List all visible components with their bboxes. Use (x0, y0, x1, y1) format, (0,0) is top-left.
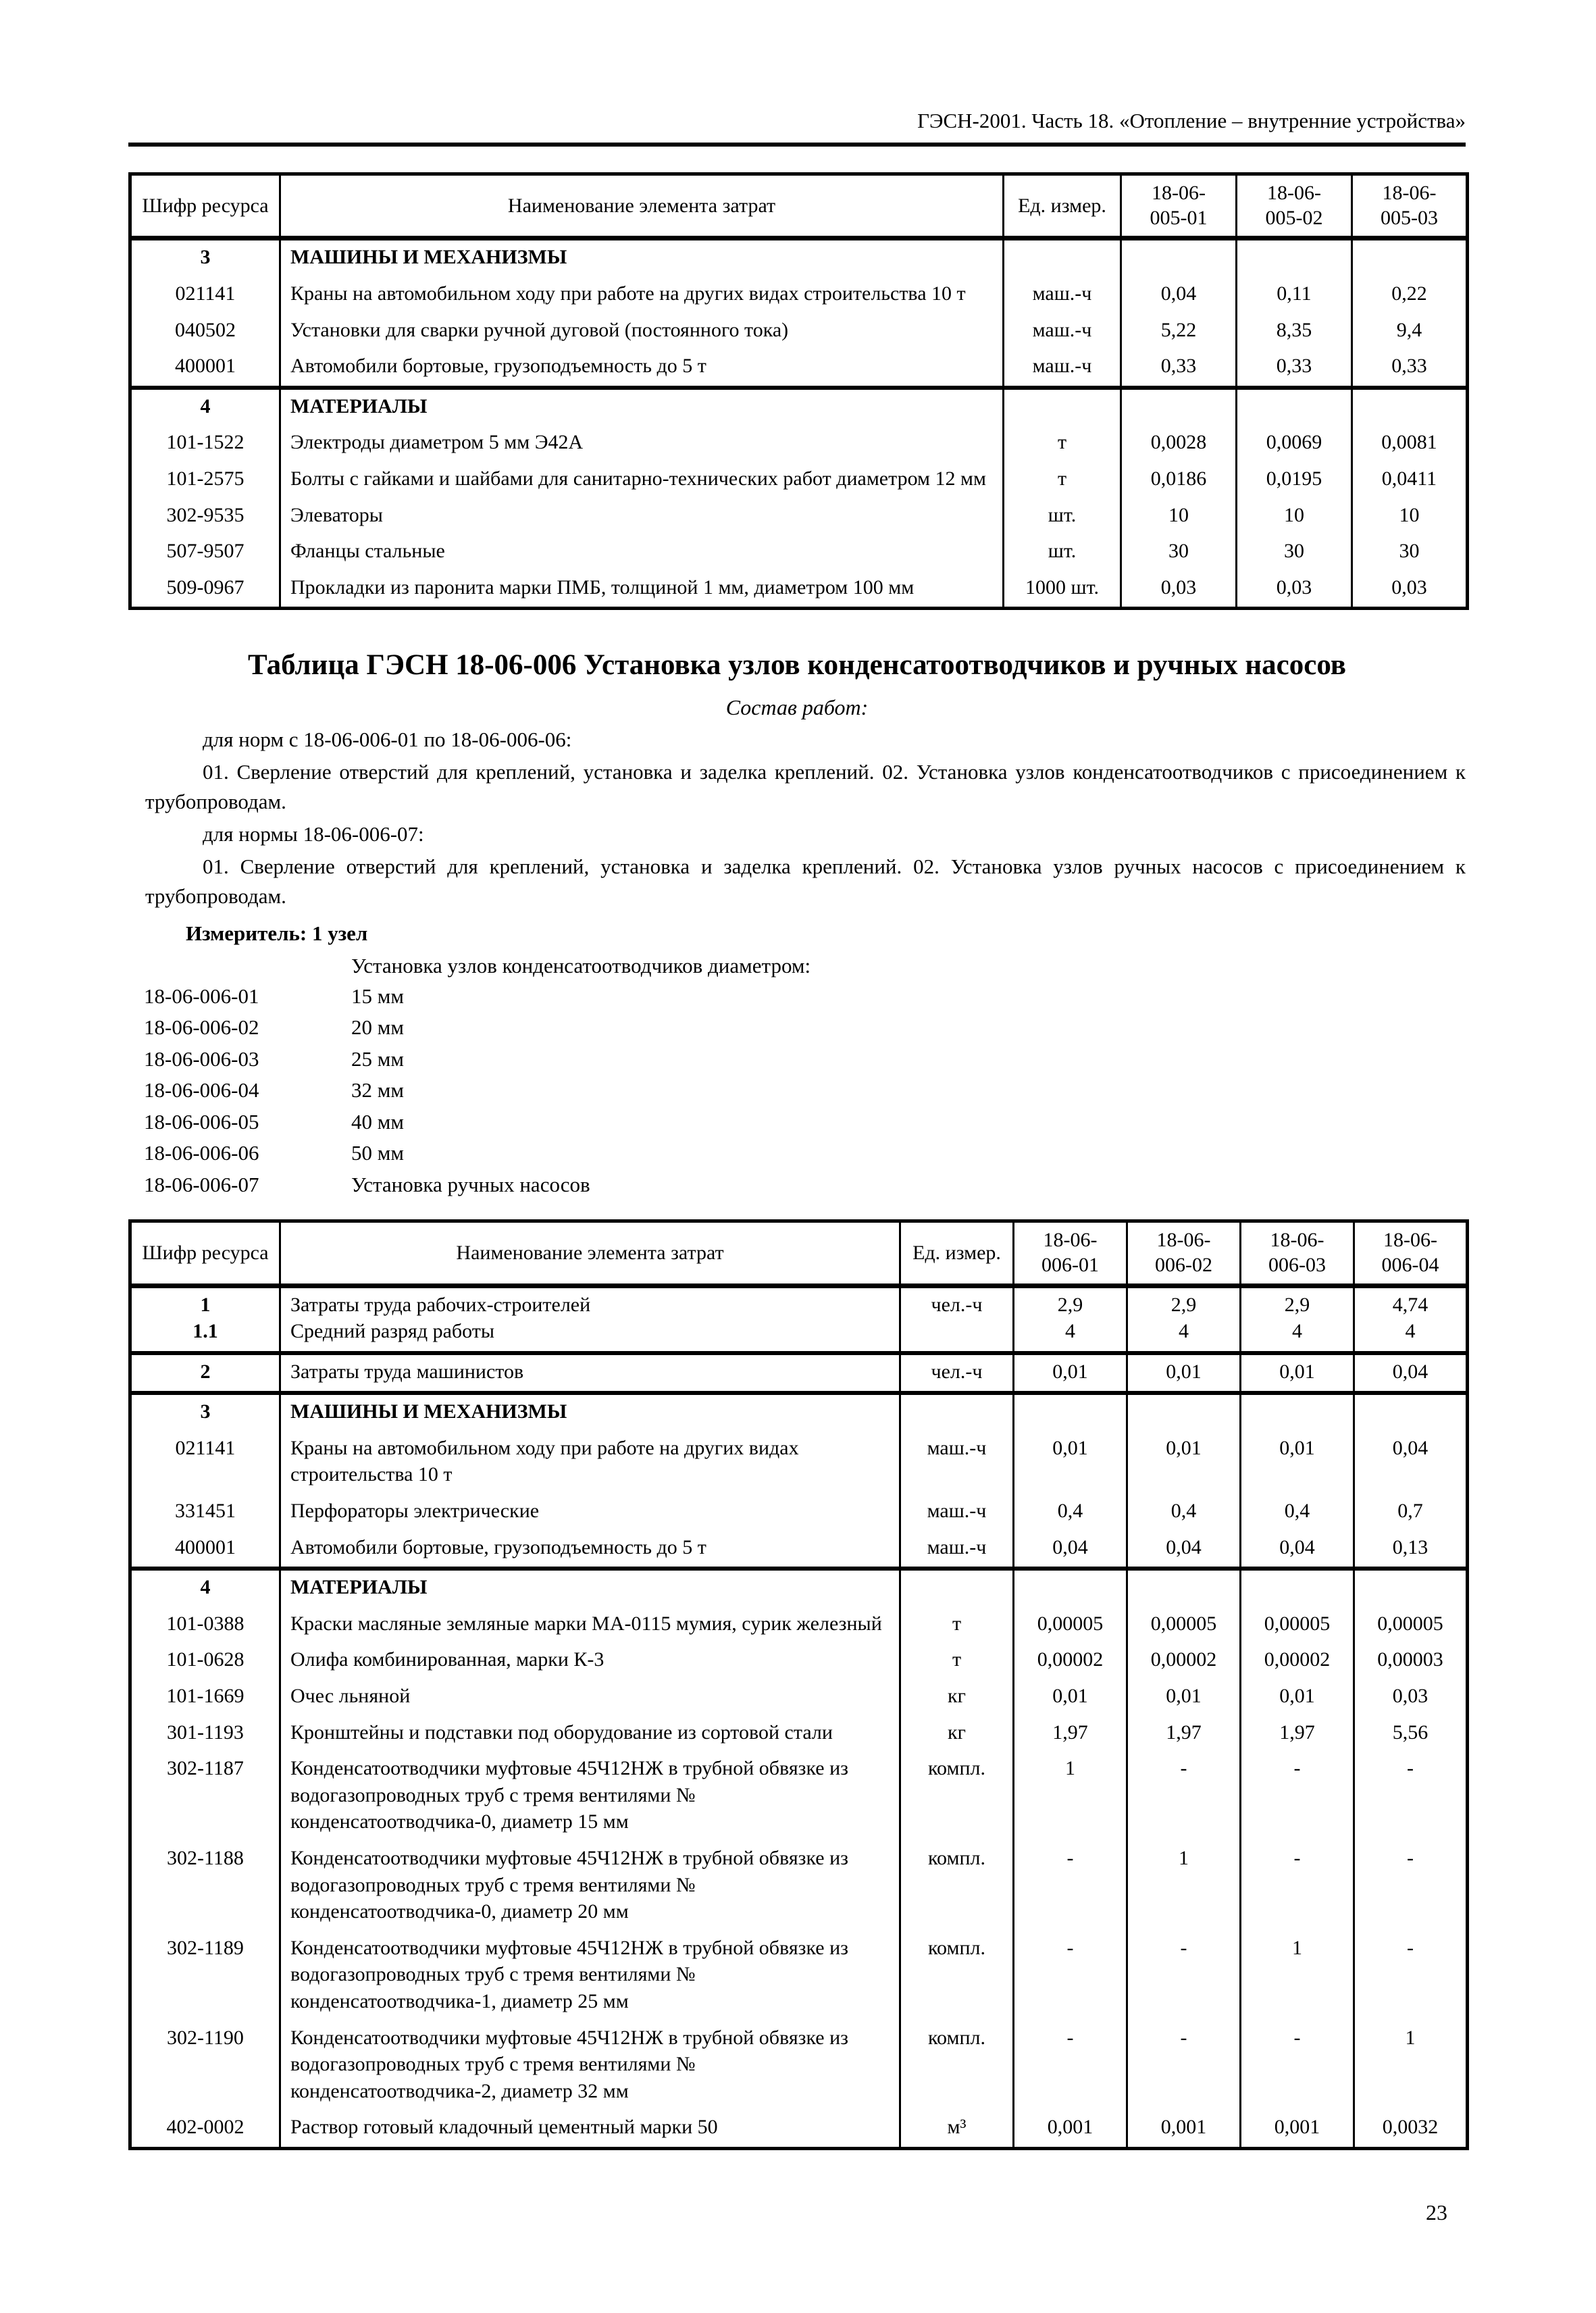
cell-value: - (1127, 2021, 1241, 2111)
col-header-norm (1241, 1221, 1354, 1286)
norm-desc: 50 мм (351, 1141, 404, 1165)
cell-value: 10 (1121, 499, 1237, 535)
cell-unit (900, 1569, 1014, 1607)
cell-value: 1 (1354, 2021, 1468, 2111)
norm-table-18-06-005 (128, 172, 1469, 610)
norm-code: 18-06-006-01 (144, 984, 259, 1008)
cell-name: МАТЕРИАЛЫ (280, 1569, 900, 1607)
norm-code-line: 005-01 (1150, 206, 1208, 229)
cell-value (1121, 238, 1237, 277)
cell-name: Кронштейны и подставки под оборудование из сортовой стали (280, 1716, 900, 1752)
cell-name: Элеваторы (280, 499, 1004, 535)
cell-value: - (1354, 1752, 1468, 1841)
table-row-section (130, 388, 1468, 426)
cell-value (1354, 1569, 1468, 1607)
cell-value (1014, 1286, 1127, 1353)
norm-desc: Установка ручных насосов (351, 1172, 590, 1196)
cell-value: 1 (1127, 1841, 1241, 1931)
norm-list-item (128, 981, 1466, 1013)
cell-code: 509-0967 (166, 576, 244, 599)
table-row (130, 534, 1468, 571)
cell-code: 101-0388 (166, 1612, 244, 1635)
cell-value (1241, 1286, 1354, 1353)
cell-value: 0,01 (1014, 1431, 1127, 1494)
norm-range-line: для нормы 18-06-006-07: (203, 821, 424, 846)
cell-code: 101-2575 (166, 467, 244, 490)
cell-unit: шт. (1004, 499, 1121, 535)
cell-unit: 1000 шт. (1004, 571, 1121, 609)
cell-name: Очес льняной (280, 1679, 900, 1716)
cell-value: 5,22 (1121, 313, 1237, 350)
col-header-name: Наименование элемента затрат (280, 1221, 900, 1286)
cell-code: 302-1190 (167, 2026, 244, 2049)
cell-value: - (1014, 2021, 1127, 2111)
cell-value: - (1354, 1931, 1468, 2021)
cell-name: Установки для сварки ручной дуговой (постоянного тока) (280, 313, 1004, 350)
cell-unit: кг (900, 1716, 1014, 1752)
cell-value: 0,11 (1237, 277, 1352, 313)
cell-value: 0,01 (1127, 1431, 1241, 1494)
cell-name: Конденсатоотводчики муфтовые 45Ч12НЖ в трубной обвязке из водогазопроводных труб с тремя вентилями № конденсатоотводчика-1, диаметр 25 мм (280, 1931, 900, 2021)
table-row (130, 1841, 1468, 1931)
cell-unit (1004, 238, 1121, 277)
cell-value (1127, 1569, 1241, 1607)
cell-value: 0,04 (1354, 1431, 1468, 1494)
cell-value: 0,01 (1241, 1431, 1354, 1494)
cell-value: 0,03 (1121, 571, 1237, 609)
cell-code: 021141 (175, 1436, 236, 1459)
cell-value (1354, 1393, 1468, 1431)
cell-value: 1 (1241, 1931, 1354, 2021)
cell-value: 0,01 (1241, 1353, 1354, 1394)
cell-value: 0,4 (1014, 1494, 1127, 1531)
cell-value: 0,001 (1241, 2110, 1354, 2148)
cell-name: Фланцы стальные (280, 534, 1004, 571)
cell-value: 0,00003 (1354, 1643, 1468, 1679)
cell-value (1354, 1286, 1468, 1353)
cell-value (1127, 1393, 1241, 1431)
cell-value: 0,01 (1014, 1353, 1127, 1394)
table-row (130, 2110, 1468, 2148)
col-header-unit: Ед. измер. (900, 1221, 1014, 1286)
table-row (130, 499, 1468, 535)
cell-unit: чел.-ч (900, 1353, 1014, 1394)
norm-code-line: 006-04 (1381, 1253, 1439, 1276)
cell-value: 0,0186 (1121, 462, 1237, 499)
cell-unit: кг (900, 1679, 1014, 1716)
cell-name: Раствор готовый кладочный цементный марки 50 (280, 2110, 900, 2148)
cell-code: 400001 (175, 1535, 236, 1558)
norm-code: 18-06-006-04 (144, 1078, 259, 1102)
cell-value (1352, 238, 1468, 277)
cell-value: - (1241, 1841, 1354, 1931)
norm-list-intro: Установка узлов конденсатоотводчиков диаметром: (351, 954, 811, 978)
norm-desc: 15 мм (351, 984, 404, 1008)
cell-value: 1 (1014, 1752, 1127, 1841)
cell-value: 0,0411 (1352, 462, 1468, 499)
cell-code: 040502 (175, 318, 236, 341)
table-row (130, 1531, 1468, 1569)
cell-value: 0,4 (1127, 1494, 1241, 1531)
col-header-name: Наименование элемента затрат (280, 174, 1004, 238)
norm-code-line: 006-02 (1155, 1253, 1212, 1276)
col-header-norm (1354, 1221, 1468, 1286)
value-line: 4 (1405, 1320, 1416, 1343)
table-row (130, 1494, 1468, 1531)
col-header-norm (1352, 174, 1468, 238)
norm-code: 18-06-006-02 (144, 1015, 259, 1040)
cell-name: МАШИНЫ И МЕХАНИЗМЫ (280, 238, 1004, 277)
code-line: 1.1 (192, 1320, 218, 1343)
code-line: 1 (200, 1293, 211, 1316)
cell-unit: т (1004, 462, 1121, 499)
cell-code: 402-0002 (166, 2116, 244, 2139)
cell-value: 0,04 (1014, 1531, 1127, 1569)
table-row (130, 1931, 1468, 2021)
norm-code-line: 006-03 (1268, 1253, 1326, 1276)
cell-unit: чел.-ч (900, 1286, 1014, 1353)
cell-value: 0,13 (1354, 1531, 1468, 1569)
work-composition-text: 01. Сверление отверстий для креплений, установка и заделка креплений. 02. Установка узлов ручных насосов с присоединением к трубопроводам. (145, 854, 1466, 908)
cell-value: - (1014, 1931, 1127, 2021)
cell-value: 0,01 (1127, 1679, 1241, 1716)
table-row-section (130, 238, 1468, 277)
cell-unit: компл. (900, 1841, 1014, 1931)
table-row (130, 571, 1468, 609)
cell-value: 0,00005 (1354, 1607, 1468, 1644)
norm-code: 18-06-006-03 (144, 1046, 259, 1071)
value-line: 4,74 (1392, 1293, 1428, 1316)
cell-unit: компл. (900, 1752, 1014, 1841)
cell-value: 0,33 (1352, 349, 1468, 388)
norm-table-18-06-006 (128, 1219, 1469, 2150)
cell-value: 0,33 (1237, 349, 1352, 388)
col-header-norm (1127, 1221, 1241, 1286)
cell-name: Болты с гайками и шайбами для санитарно-технических работ диаметром 12 мм (280, 462, 1004, 499)
cell-unit (1004, 388, 1121, 426)
cell-value: 1,97 (1241, 1716, 1354, 1752)
cell-value: 30 (1121, 534, 1237, 571)
cell-unit: компл. (900, 1931, 1014, 2021)
cell-value: 0,04 (1127, 1531, 1241, 1569)
header-rule (128, 143, 1466, 147)
norm-desc: 40 мм (351, 1109, 404, 1134)
norm-code-line: 005-03 (1381, 206, 1438, 229)
cell-value: 5,56 (1354, 1716, 1468, 1752)
cell-value: - (1354, 1841, 1468, 1931)
cell-value: 0,7 (1354, 1494, 1468, 1531)
cell-value: 0,01 (1127, 1353, 1241, 1394)
value-line: 2,9 (1057, 1293, 1083, 1316)
table-row (130, 426, 1468, 462)
norm-list-item (128, 1012, 1466, 1044)
cell-unit: маш.-ч (1004, 277, 1121, 313)
table-header-row (130, 174, 1468, 238)
cell-unit: маш.-ч (900, 1431, 1014, 1494)
cell-code: 101-1522 (166, 431, 244, 454)
table-row (130, 1431, 1468, 1494)
cell-value: 0,01 (1014, 1679, 1127, 1716)
cell-unit (900, 1393, 1014, 1431)
cell-code: 021141 (175, 282, 236, 305)
cell-value: 0,0069 (1237, 426, 1352, 462)
cell-value: 0,00002 (1014, 1643, 1127, 1679)
value-line: 4 (1065, 1320, 1075, 1343)
norm-code: 18-06-006-05 (144, 1109, 259, 1134)
norm-code-line: 18-06- (1152, 182, 1206, 205)
cell-value: 30 (1237, 534, 1352, 571)
cell-value: 0,00005 (1014, 1607, 1127, 1644)
cell-code: 2 (130, 1353, 280, 1394)
col-header-norm (1237, 174, 1352, 238)
cell-name: Автомобили бортовые, грузоподъемность до 5 т (280, 1531, 900, 1569)
cell-value: 0,04 (1121, 277, 1237, 313)
cell-unit: т (1004, 426, 1121, 462)
cell-value (1121, 388, 1237, 426)
cell-name: Прокладки из паронита марки ПМБ, толщиной 1 мм, диаметром 100 мм (280, 571, 1004, 609)
cell-code: 4 (130, 388, 280, 426)
cell-name: Перфораторы электрические (280, 1494, 900, 1531)
table-header-row (130, 1221, 1468, 1286)
cell-value: 10 (1352, 499, 1468, 535)
table-row (130, 1643, 1468, 1679)
norm-code-line: 005-02 (1265, 206, 1323, 229)
cell-value: 0,00005 (1241, 1607, 1354, 1644)
cell-code: 507-9507 (166, 540, 244, 563)
cell-value: 1,97 (1127, 1716, 1241, 1752)
cell-name: МАТЕРИАЛЫ (280, 388, 1004, 426)
cell-code: 302-1189 (167, 1936, 244, 1959)
cell-value (1241, 1393, 1354, 1431)
cell-value: - (1241, 2021, 1354, 2111)
cell-unit: маш.-ч (900, 1494, 1014, 1531)
cell-value: 0,04 (1241, 1531, 1354, 1569)
norm-code-line: 18-06- (1156, 1229, 1211, 1252)
cell-value: 0,4 (1241, 1494, 1354, 1531)
cell-value: 1,97 (1014, 1716, 1127, 1752)
cell-code: 302-1188 (167, 1847, 244, 1870)
cell-value: 30 (1352, 534, 1468, 571)
value-line: 2,9 (1170, 1293, 1197, 1316)
cell-value (1237, 238, 1352, 277)
cell-value (1352, 388, 1468, 426)
cell-value: 0,001 (1014, 2110, 1127, 2148)
cell-value: 0,01 (1241, 1679, 1354, 1716)
name-line: Затраты труда рабочих-строителей (290, 1293, 591, 1316)
norm-list-item (128, 1075, 1466, 1107)
cell-value (1014, 1393, 1127, 1431)
cell-code: 3 (200, 246, 211, 269)
cell-value: 0,00002 (1241, 1643, 1354, 1679)
cell-value: 10 (1237, 499, 1352, 535)
cell-code: 400001 (175, 355, 236, 378)
table-row (130, 1353, 1468, 1394)
cell-code: 4 (130, 1569, 280, 1607)
cell-name: МАШИНЫ И МЕХАНИЗМЫ (280, 1393, 900, 1431)
cell-value: 0,00002 (1127, 1643, 1241, 1679)
table-row (130, 277, 1468, 313)
cell-name: Краски масляные земляные марки МА-0115 мумия, сурик железный (280, 1607, 900, 1644)
cell-code: 302-9535 (166, 503, 244, 526)
norm-code-line: 18-06- (1383, 1229, 1437, 1252)
table-row-section (130, 1393, 1468, 1431)
norm-code-line: 18-06- (1043, 1229, 1098, 1252)
cell-name: Олифа комбинированная, марки К-3 (280, 1643, 900, 1679)
table-row (130, 462, 1468, 499)
section-title: Таблица ГЭСН 18-06-006 Установка узлов конденсатоотводчиков и ручных насосов (248, 649, 1346, 682)
norm-list-item (128, 1138, 1466, 1169)
table-row (130, 2021, 1468, 2111)
work-composition-label: Состав работ: (725, 694, 869, 719)
cell-name: Затраты труда машинистов (280, 1353, 900, 1394)
norm-code: 18-06-006-06 (144, 1141, 259, 1165)
cell-unit: маш.-ч (1004, 349, 1121, 388)
cell-value (1014, 1569, 1127, 1607)
cell-unit: т (900, 1643, 1014, 1679)
cell-unit: шт. (1004, 534, 1121, 571)
col-header-norm (1121, 174, 1237, 238)
value-line: 4 (1292, 1320, 1302, 1343)
cell-value: 0,0028 (1121, 426, 1237, 462)
page-header (128, 108, 1466, 133)
cell-value: 0,0081 (1352, 426, 1468, 462)
meter-label: Измеритель: 1 узел (186, 921, 368, 945)
cell-code (130, 1286, 280, 1353)
cell-unit: маш.-ч (1004, 313, 1121, 350)
cell-name: Конденсатоотводчики муфтовые 45Ч12НЖ в трубной обвязке из водогазопроводных труб с тремя вентилями № конденсатоотводчика-2, диаметр 32 мм (280, 2021, 900, 2111)
header-title: ГЭСН-2001. Часть 18. «Отопление – внутренние устройства» (917, 109, 1466, 132)
norm-desc: 25 мм (351, 1046, 404, 1071)
cell-value: 0,0032 (1354, 2110, 1468, 2148)
norm-range-line: для норм с 18-06-006-01 по 18-06-006-06: (203, 727, 572, 751)
cell-unit: компл. (900, 2021, 1014, 2111)
cell-value: 0,001 (1127, 2110, 1241, 2148)
col-header-code: Шифр ресурса (130, 174, 280, 238)
value-line: 2,9 (1284, 1293, 1310, 1316)
cell-value: - (1241, 1752, 1354, 1841)
cell-name (280, 1286, 900, 1353)
col-header-norm (1014, 1221, 1127, 1286)
cell-unit: маш.-ч (900, 1531, 1014, 1569)
cell-value: 0,33 (1121, 349, 1237, 388)
page-number: 23 (1426, 2200, 1447, 2225)
cell-value: 0,0195 (1237, 462, 1352, 499)
cell-unit: т (900, 1607, 1014, 1644)
cell-value: 0,03 (1352, 571, 1468, 609)
table-row (130, 1607, 1468, 1644)
cell-value: 0,22 (1352, 277, 1468, 313)
value-line: 4 (1179, 1320, 1189, 1343)
cell-code: 302-1187 (167, 1757, 244, 1780)
cell-value: 9,4 (1352, 313, 1468, 350)
norm-code-line: 006-01 (1041, 1253, 1099, 1276)
cell-value (1237, 388, 1352, 426)
cell-value: 8,35 (1237, 313, 1352, 350)
cell-code: 301-1193 (167, 1721, 244, 1744)
norm-list-item (128, 1107, 1466, 1138)
cell-name: Конденсатоотводчики муфтовые 45Ч12НЖ в трубной обвязке из водогазопроводных труб с тремя вентилями № конденсатоотводчика-0, диаметр 20 мм (280, 1841, 900, 1931)
cell-code: 3 (130, 1393, 280, 1431)
norm-desc: 32 мм (351, 1078, 404, 1102)
cell-value (1127, 1286, 1241, 1353)
table-row (130, 1752, 1468, 1841)
cell-unit: м³ (900, 2110, 1014, 2148)
table-row (130, 1716, 1468, 1752)
cell-name: Краны на автомобильном ходу при работе на других видах строительства 10 т (280, 277, 1004, 313)
norm-code: 18-06-006-07 (144, 1172, 259, 1196)
col-header-unit: Ед. измер. (1004, 174, 1121, 238)
norm-desc: 20 мм (351, 1015, 404, 1040)
cell-value (1241, 1569, 1354, 1607)
col-header-code: Шифр ресурса (130, 1221, 280, 1286)
cell-value: 0,03 (1237, 571, 1352, 609)
cell-value: 0,04 (1354, 1353, 1468, 1394)
cell-value: - (1014, 1841, 1127, 1931)
table-row (130, 349, 1468, 388)
cell-value: - (1127, 1931, 1241, 2021)
cell-value: 0,00005 (1127, 1607, 1241, 1644)
table-row (130, 1679, 1468, 1716)
cell-name: Электроды диаметром 5 мм Э42А (280, 426, 1004, 462)
work-composition-text: 01. Сверление отверстий для креплений, установка и заделка креплений. 02. Установка узлов конденсатоотводчиков с присоединением к трубопроводам. (145, 759, 1466, 813)
norm-code-line: 18-06- (1267, 182, 1321, 205)
norm-list-item (128, 1044, 1466, 1075)
cell-value: 0,03 (1354, 1679, 1468, 1716)
cell-name: Краны на автомобильном ходу при работе на других видах строительства 10 т (280, 1431, 900, 1494)
cell-name: Автомобили бортовые, грузоподъемность до 5 т (280, 349, 1004, 388)
cell-code: 101-0628 (166, 1648, 244, 1671)
norm-code-line: 18-06- (1270, 1229, 1324, 1252)
name-line: Средний разряд работы (290, 1320, 495, 1343)
cell-name: Конденсатоотводчики муфтовые 45Ч12НЖ в трубной обвязке из водогазопроводных труб с тремя вентилями № конденсатоотводчика-0, диаметр 15 мм (280, 1752, 900, 1841)
table-row (130, 313, 1468, 350)
norm-list-item (128, 1169, 1466, 1201)
table-row (130, 1286, 1468, 1353)
norm-code-line: 18-06- (1382, 182, 1437, 205)
cell-code: 331451 (175, 1500, 236, 1523)
cell-code: 101-1669 (166, 1685, 244, 1708)
table-row-section (130, 1569, 1468, 1607)
cell-value: - (1127, 1752, 1241, 1841)
